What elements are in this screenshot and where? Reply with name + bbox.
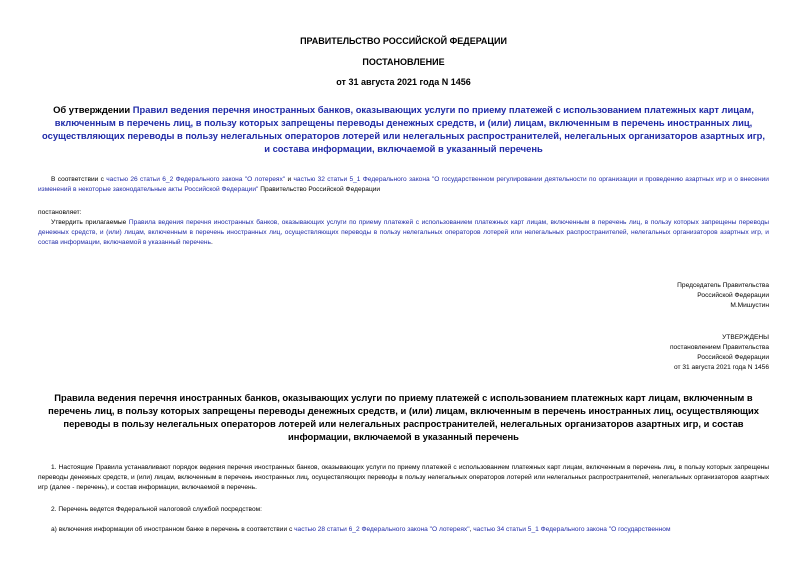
- approved-line-1: УТВЕРЖДЕНЫ: [722, 334, 769, 341]
- para-a-text-2: ,: [469, 526, 474, 533]
- approved-block: [670, 333, 769, 373]
- rules-title: Правила ведения перечня иностранных банков, оказывающих услуги по приему платежей с использованием платежных карт лицам, включенным в перечень лиц, в пользу которых запрещены переводы денежных средств, и (или) лицам, включенным в перечень иностранных лиц, осуществляющих переводы в пользу нелегальных операторов лотерей или нелегальных распространителей, нелегальных организаторов азартных игр, и состав информации, включаемой в указанный перечень: [48, 392, 759, 442]
- preamble-paragraph: [38, 175, 769, 195]
- preamble-text-1: В соответствии с: [51, 176, 107, 183]
- signature-block: [677, 281, 769, 311]
- preamble-link-gambling-law[interactable]: частью 32 статьи 5_1 Федерального закона "О государственном регулировании деятельности по организации и проведению азартных игр и о внесении изменений в некоторые законодательные акты Российской Федерации": [38, 176, 769, 193]
- preamble-link-lottery-law[interactable]: частью 26 статьи 6_2 Федерального закона "О лотереях": [106, 176, 286, 183]
- approve-link-rules[interactable]: Правила ведения перечня иностранных банков, оказывающих услуги по приему платежей с использованием платежных карт лицам, включенным в перечень лиц, в пользу которых запрещены переводы денежных средств, и (или) лицам, включенным в перечень иностранных лиц, осуществляющих переводы в пользу нелегальных операторов лотерей или нелегальных распространителей, нелегальных организаторов азартных игр, и состав информации, включаемой в указанный перечень: [38, 219, 769, 246]
- approve-paragraph: [38, 218, 769, 248]
- approved-line-4: от 31 августа 2021 года N 1456: [674, 364, 769, 371]
- para-a-link-lottery-law[interactable]: частью 28 статьи 6_2 Федерального закона "О лотереях": [294, 526, 470, 533]
- preamble-text-3: Правительство Российской Федерации: [258, 186, 381, 193]
- approved-line-3: Российской Федерации: [697, 354, 769, 361]
- resolution-title: [38, 103, 769, 155]
- date-number-heading: от 31 августа 2021 года N 1456: [336, 77, 471, 87]
- government-heading: ПРАВИТЕЛЬСТВО РОССИЙСКОЙ ФЕДЕРАЦИИ: [300, 36, 507, 46]
- title-prefix: Об утверждении: [53, 104, 133, 115]
- document-type-heading: ПОСТАНОВЛЕНИЕ: [362, 57, 445, 67]
- approve-text-2: .: [210, 239, 213, 246]
- rules-paragraph-a: [38, 525, 769, 535]
- preamble-text-2: и: [285, 176, 294, 183]
- para-a-link-gambling-law[interactable]: частью 34 статьи 5_1 Федерального закона "О государственном: [473, 526, 671, 533]
- signature-name: М.Мишустин: [730, 302, 769, 309]
- approved-line-2: постановлением Правительства: [669, 344, 769, 351]
- para-a-text-1: а) включения информации об иностранном банке в перечень в соответствии с: [51, 526, 295, 533]
- signature-line-1: Председатель Правительства: [677, 282, 769, 289]
- signature-line-2: Российской Федерации: [697, 292, 769, 299]
- approve-text-1: Утвердить прилагаемые: [51, 219, 129, 226]
- rules-paragraph-2: 2. Перечень ведется Федеральной налоговой службой посредством:: [51, 506, 262, 513]
- rules-paragraph-1: 1. Настоящие Правила устанавливают порядок ведения перечня иностранных банков, оказывающих услуги по приему платежей с использованием платежных карт лицам, включенным в перечень лиц, в пользу которых запрещены переводы денежных средств, и (или) лицам, включенным в перечень иностранных лиц, осуществляющих переводы в пользу нелегальных операторов лотерей или нелегальных распространителей, нелегальных организаторов азартных игр (далее - перечень), и состав информации, включаемой в перечень.: [38, 464, 769, 491]
- title-link[interactable]: Правил ведения перечня иностранных банков, оказывающих услуги по приему платежей с использованием платежных карт лицам, включенным в перечень лиц, в пользу которых запрещены переводы денежных средств, и (или) лицам, включенным в перечень иностранных лиц, осуществляющих переводы в пользу нелегальных операторов лотерей или нелегальных распространителей, нелегальных организаторов азартных игр, и состава информации, включаемой в указанный перечень: [42, 104, 765, 154]
- resolves-text: постановляет:: [38, 209, 82, 216]
